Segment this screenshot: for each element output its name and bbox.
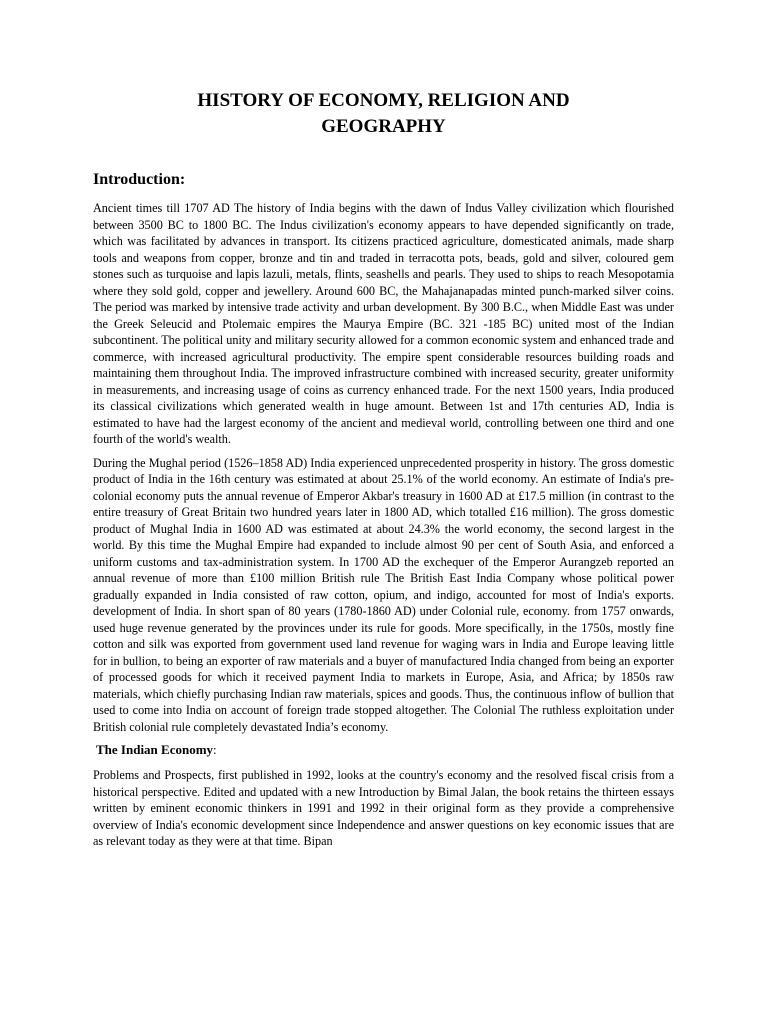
indian-economy-heading — [96, 742, 674, 758]
introduction-heading: Introduction: — [93, 171, 186, 188]
document-title: HISTORY OF ECONOMY, RELIGION AND GEOGRAPHY — [197, 90, 570, 137]
paragraph-ancient-history: Ancient times till 1707 AD The history of India begins with the dawn of Indus Valley civilization which flourished between 3500 BC to 1800 BC. The Indus civilization's economy appears to have depended significantly on trade, which was facilitated by advances in transport. Its citizens practiced agriculture, domesticated animals, made sharp tools and weapons from copper, bronze and tin and traded in terracotta pots, beads, gold and silver, coloured gem stones such as turquoise and lapis lazuli, metals, flints, seashells and pearls. They used to ships to reach Mesopotamia where they sold gold, copper and jewellery. Around 600 BC, the Mahajanapadas minted punch-marked silver coins. The period was marked by intensive trade activity and urban development. By 300 B.C., when Middle East was under the Greek Seleucid and Ptolemaic empires the Maurya Empire (BC. 321 -185 BC) united most of the Indian subcontinent. The political unity and military security allowed for a common economic system and enhanced trade and commerce, with increased agricultural productivity. The empire spent considerable resources building roads and maintaining them throughout India. The improved infrastructure combined with increased security, greater uniformity in measurements, and increasing usage of coins as currency enhanced trade. For the next 1500 years, India produced its classical civilizations which generated wealth in huge amount. Between 1st and 17th centuries AD, India is estimated to have had the largest economy of the ancient and medieval world, controlling between one third and one fourth of the world's wealth. — [93, 201, 674, 446]
indian-economy-heading-colon: : — [213, 742, 217, 757]
paragraph-mughal-period: During the Mughal period (1526–1858 AD) India experienced unprecedented prosperity in history. The gross domestic product of India in the 16th century was estimated at about 25.1% of the world economy. An estimate of India's pre-colonial economy puts the annual revenue of Emperor Akbar's treasury in 1600 AD at £17.5 million (in contrast to the entire treasury of Great Britain two hundred years later in 1800 AD, which totalled £16 million). The gross domestic product of Mughal India in 1600 AD was estimated at about 24.3% the world economy, the second largest in the world. By this time the Mughal Empire had expanded to include almost 90 per cent of South Asia, and enforced a uniform customs and tax-administration system. In 1700 AD the exchequer of the Emperor Aurangzeb reported an annual revenue of more than £100 million British rule The British East India Company whose political power gradually expanded in India consisted of raw cotton, opium, and indigo, accounted for most of India's exports. development of India. In short span of 80 years (1780-1860 AD) under Colonial rule, economy. from 1757 onwards, used huge revenue generated by the provinces under its rule for goods. More specifically, in the 1750s, mostly fine cotton and silk was exported from government used land revenue for waging wars in India and Europe leaving little for in bullion, to being an exporter of raw materials and a buyer of manufactured India changed from being an exporter of processed goods for which it received payment India to markets in Europe, Asia, and Africa; by 1850s raw materials, which chiefly purchasing Indian raw materials, spices and goods. Thus, the continuous inflow of bullion that used to come into India on account of foreign trade stopped altogether. The Colonial The ruthless exploitation under British colonial rule completely devastated India’s economy. — [93, 455, 674, 734]
paragraph-indian-economy: Problems and Prospects, first published in 1992, looks at the country's economy and the resolved fiscal crisis from a historical perspective. Edited and updated with a new Introduction by Bimal Jalan, the book retains the thirteen essays written by eminent economic thinkers in 1991 and 1992 in their original form as they provide a comprehensive overview of India's economic development since Independence and answer questions on key economic issues that are as relevant today as they were at that time. Bipan — [93, 768, 674, 848]
indian-economy-heading-text: The Indian Economy — [96, 742, 214, 757]
